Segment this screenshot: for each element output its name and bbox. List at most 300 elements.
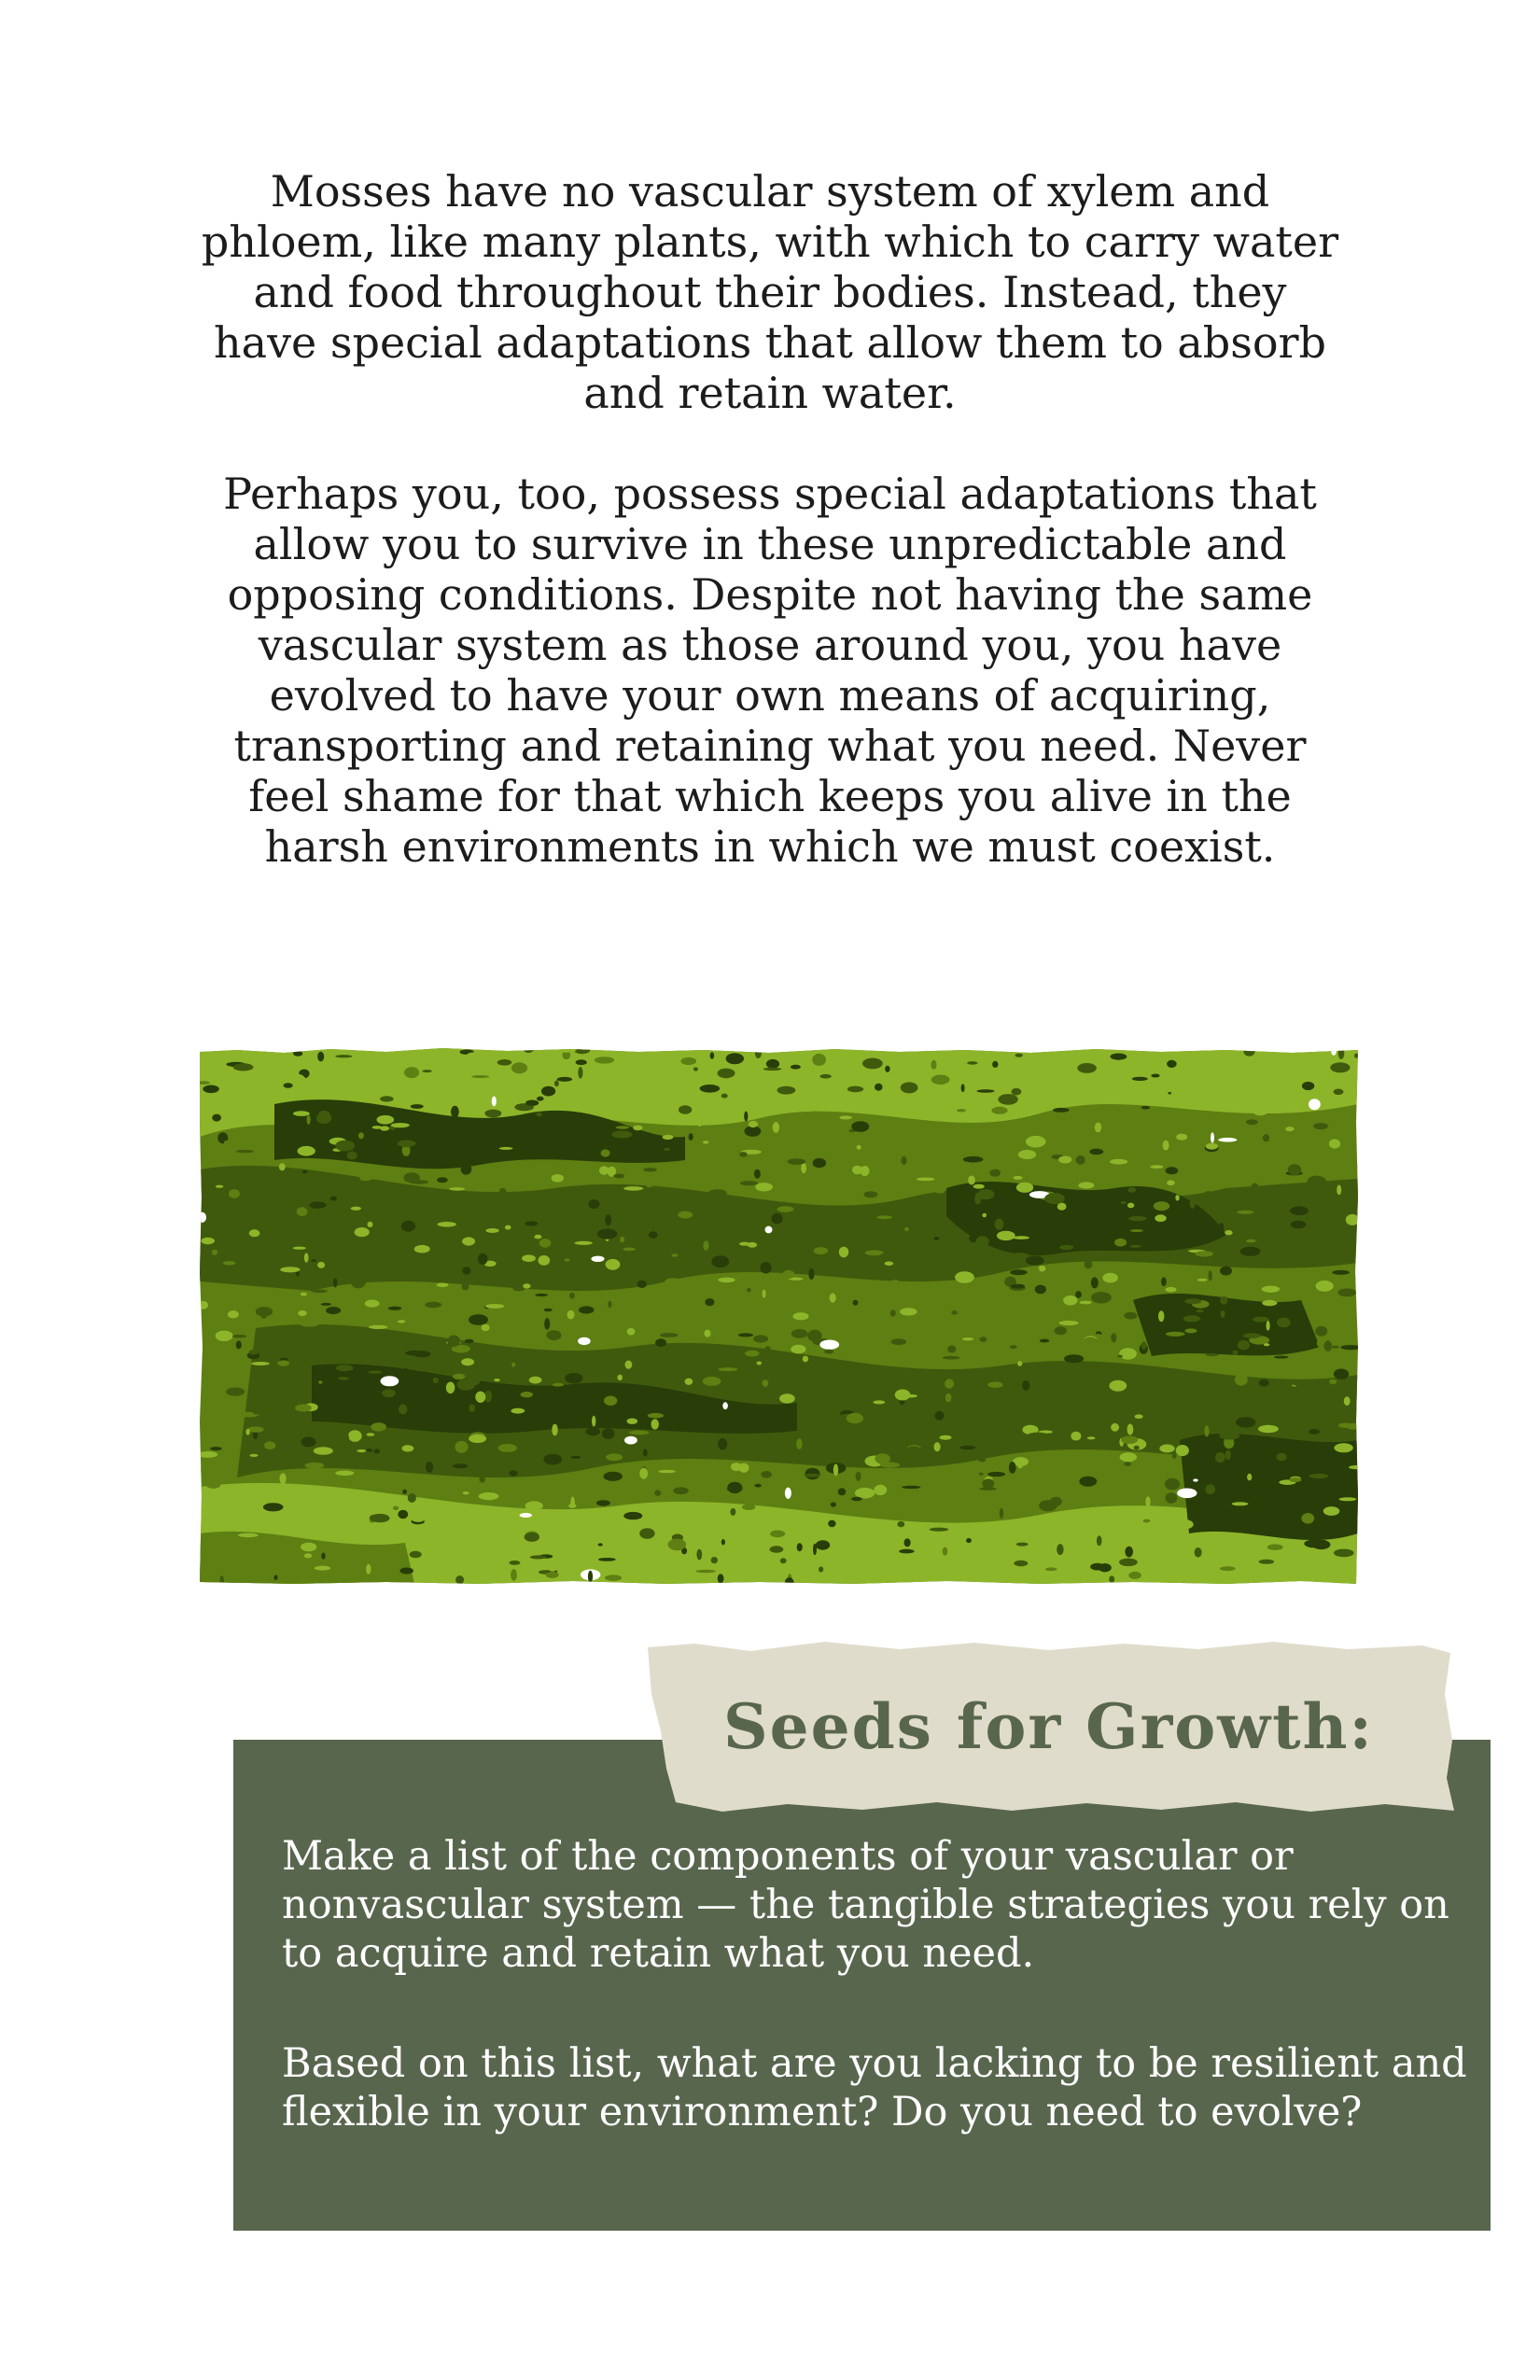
moss-speckle [679, 1105, 692, 1113]
moss-speckle [588, 1199, 599, 1209]
moss-speckle [1102, 1273, 1118, 1283]
moss-speckle [293, 1111, 310, 1116]
moss-speckle [663, 1135, 674, 1140]
moss-speckle [1045, 1567, 1057, 1571]
moss-speckle [277, 1360, 289, 1365]
moss-speckle [317, 1052, 324, 1062]
moss-speckle [753, 1335, 768, 1342]
moss-speckle [399, 1404, 407, 1414]
moss-speckle [401, 1221, 415, 1232]
moss-speckle [1239, 1490, 1259, 1497]
moss-speckle [625, 1361, 633, 1369]
moss-speckle [236, 1150, 254, 1153]
moss-speckle [547, 1330, 562, 1340]
moss-speckle [651, 1419, 659, 1429]
moss-speckle [848, 1214, 858, 1225]
moss-speckle [1127, 1187, 1136, 1193]
moss-speckle [1018, 1465, 1023, 1468]
moss-speckle [1120, 1201, 1127, 1204]
moss-speckle [232, 1335, 246, 1338]
moss-speckle [443, 1134, 462, 1144]
moss-speckle [596, 1500, 610, 1505]
moss-speckle [479, 1492, 499, 1500]
moss-speckle [336, 1440, 343, 1445]
moss-speckle [812, 1054, 826, 1066]
moss-speckle [471, 1075, 489, 1078]
moss-speckle [544, 1309, 553, 1312]
moss-speckle [978, 1458, 986, 1462]
moss-speckle [438, 1222, 456, 1227]
moss-speckle [494, 1379, 500, 1381]
moss-speckle [755, 1183, 773, 1191]
moss-speckle [728, 1081, 738, 1089]
moss-speckle [1287, 1094, 1296, 1098]
moss-speckle [1337, 1185, 1341, 1196]
moss-speckle [1057, 1398, 1070, 1403]
moss-speckle [779, 1393, 795, 1403]
moss-speckle [1307, 1176, 1326, 1188]
moss-speckle [335, 1141, 355, 1152]
moss-speckle [855, 1488, 875, 1499]
moss-speckle [649, 1231, 658, 1238]
moss-speckle [1293, 1383, 1311, 1387]
moss-speckle [754, 1484, 761, 1488]
moss-speckle [819, 1074, 831, 1079]
moss-speckle [1330, 1062, 1350, 1072]
moss-speckle [515, 1413, 535, 1424]
moss-speckle [1011, 1088, 1021, 1096]
moss-speckle [599, 1421, 604, 1426]
moss-speckle [757, 1362, 763, 1365]
moss-speckle [890, 1309, 896, 1316]
moss-speckle [427, 1195, 441, 1201]
moss-speckle [413, 1518, 424, 1522]
moss-speckle [763, 1379, 769, 1387]
moss-speckle [548, 1268, 554, 1278]
moss-speckle [1125, 1547, 1133, 1558]
moss-speckle [696, 1570, 716, 1573]
moss-speckle [551, 1446, 557, 1449]
moss-speckle [1267, 1544, 1283, 1550]
moss-speckle [1155, 1214, 1166, 1222]
moss-speckle [1203, 1191, 1213, 1198]
moss-speckle [1197, 1279, 1208, 1281]
moss-speckle [885, 1262, 894, 1267]
moss-speckle [841, 1349, 847, 1355]
moss-speckle [1011, 1284, 1025, 1289]
moss-speckle [1316, 1281, 1334, 1292]
moss-speckle [368, 1311, 376, 1316]
moss-speckle [206, 1211, 213, 1223]
moss-speckle [556, 1374, 561, 1382]
moss-speckle [1055, 1326, 1067, 1335]
moss-speckle [1204, 1425, 1209, 1436]
moss-speckle [837, 1058, 847, 1065]
moss-speckle [335, 1471, 354, 1477]
moss-speckle [1141, 1341, 1147, 1350]
moss-speckle [604, 1396, 617, 1407]
moss-speckle [710, 1052, 715, 1058]
moss-speckle [760, 1262, 771, 1273]
moss-speckle [1302, 1082, 1314, 1090]
moss-speckle [961, 1084, 965, 1092]
moss-speckle [391, 1123, 410, 1127]
moss-speckle [1013, 1236, 1029, 1239]
moss-speckle [1332, 1270, 1350, 1275]
moss-speckle [770, 1531, 785, 1538]
moss-speckle [987, 1472, 1005, 1477]
moss-speckle [1253, 1392, 1273, 1395]
moss-speckle [847, 1413, 863, 1423]
moss-speckle [293, 1247, 306, 1250]
moss-speckle [1009, 1462, 1016, 1474]
moss-speckle [976, 1236, 989, 1246]
moss-speckle [947, 1346, 956, 1353]
moss-speckle [951, 1310, 957, 1315]
moss-speckle [1120, 1452, 1137, 1462]
moss-speckle [973, 1184, 985, 1189]
intro-paragraph-2: Perhaps you, too, possess special adaptations that allow you to survive in these unpredictable and opposing conditions. Despite not having the same vascular system as those around you, you have evolved to have your own means of acquiring, transporting and retaining what you need. Never feel shame for that which keeps you alive in the harsh environments in which we must coexist. [223, 469, 1317, 872]
moss-speckle [236, 1340, 242, 1349]
moss-speckle [754, 1169, 761, 1179]
moss-speckle [576, 1059, 587, 1065]
moss-speckle [977, 1189, 994, 1199]
intro-paragraph-1: Mosses have no vascular system of xylem and phloem, like many plants, with which to carry water and food throughout their bodies. Instead, they have special adaptations that allow them to absorb and retain water. [201, 166, 1339, 418]
moss-speckle [1184, 1328, 1197, 1333]
moss-speckle [696, 1549, 702, 1561]
moss-speckle [1329, 1379, 1337, 1384]
moss-speckle [465, 1339, 474, 1344]
moss-speckle [543, 1454, 562, 1465]
moss-speckle [713, 1509, 722, 1515]
moss-speckle [1071, 1432, 1081, 1441]
moss-speckle [878, 1269, 884, 1280]
moss-speckle [639, 1468, 648, 1479]
moss-speckle [523, 1283, 530, 1288]
moss-speckle [803, 1356, 808, 1363]
moss-speckle [830, 1294, 836, 1303]
moss-speckle [1091, 1277, 1099, 1288]
moss-speckle [403, 1368, 408, 1374]
moss-speckle [1237, 1211, 1253, 1214]
moss-speckle [466, 1052, 483, 1060]
moss-speckle [708, 1189, 727, 1197]
moss-speckle [1114, 1239, 1127, 1247]
moss-speckle [537, 1113, 542, 1117]
moss-speckle [1304, 1540, 1323, 1548]
moss-speckle [238, 1533, 259, 1538]
moss-speckle [719, 1278, 735, 1283]
moss-speckle [905, 1447, 922, 1456]
growth-prompt-2: Based on this list, what are you lacking to be resilient and flexible in your environment? Do you need to evolve? [282, 2040, 1467, 2135]
moss-speckle [1166, 1492, 1178, 1504]
moss-speckle [718, 1574, 724, 1583]
moss-speckle [1121, 1435, 1138, 1444]
moss-speckle [608, 1301, 611, 1308]
moss-speckle [525, 1100, 539, 1106]
moss-speckle [791, 1345, 805, 1354]
moss-speckle [462, 1237, 475, 1245]
moss-speckle [302, 1170, 307, 1174]
moss-speckle [398, 1320, 405, 1323]
moss-speckle [486, 1228, 499, 1233]
moss-speckle [874, 1485, 887, 1495]
moss-speckle [1277, 1453, 1287, 1461]
moss-speckle [1064, 1354, 1084, 1363]
moss-speckle [857, 1365, 875, 1377]
moss-speckle [703, 1141, 709, 1143]
moss-speckle [760, 1177, 769, 1181]
moss-speckle [613, 1113, 617, 1118]
moss-speckle [857, 1145, 861, 1150]
moss-speckle [1099, 1131, 1111, 1137]
moss-speckle [885, 1066, 889, 1072]
moss-speckle [1068, 1571, 1080, 1581]
moss-speckle [317, 1262, 325, 1268]
moss-speckle [468, 1215, 473, 1219]
moss-speckle [497, 1059, 512, 1066]
moss-speckle [671, 1253, 678, 1256]
moss-speckle [744, 1112, 748, 1122]
moss-speckle [643, 1449, 648, 1457]
moss-speckle [979, 1337, 987, 1341]
moss-speckle [828, 1520, 835, 1528]
moss-speckle [864, 1191, 878, 1197]
moss-speckle [312, 1259, 316, 1262]
moss-speckle [598, 1558, 616, 1561]
moss-speckle [382, 1389, 396, 1397]
moss-speckle [791, 1065, 801, 1070]
moss-speckle [206, 1481, 220, 1489]
moss-speckle [571, 1456, 581, 1459]
moss-speckle [318, 1111, 330, 1119]
moss-speckle [1176, 1134, 1187, 1141]
moss-speckle [1259, 1379, 1269, 1387]
moss-speckle [624, 1436, 637, 1445]
moss-speckle [498, 1188, 507, 1199]
moss-speckle [1215, 1277, 1220, 1281]
moss-speckle [689, 1133, 693, 1141]
moss-speckle [599, 1166, 609, 1174]
moss-speckle [613, 1174, 624, 1179]
moss-speckle [885, 1406, 902, 1417]
moss-speckle [525, 1221, 538, 1225]
moss-speckle [253, 1505, 261, 1512]
moss-speckle [623, 1248, 635, 1252]
moss-speckle [693, 1067, 698, 1071]
moss-speckle [301, 1293, 307, 1296]
moss-speckle [374, 1449, 380, 1453]
moss-speckle [411, 1104, 424, 1109]
moss-speckle [1057, 1413, 1068, 1417]
moss-speckle [232, 1495, 239, 1505]
moss-speckle [366, 1564, 371, 1575]
moss-speckle [629, 1431, 650, 1435]
moss-speckle [765, 1226, 773, 1234]
moss-speckle [806, 1112, 825, 1120]
moss-speckle [968, 1491, 977, 1496]
moss-speckle [1184, 1298, 1201, 1304]
moss-speckle [1143, 1519, 1151, 1523]
moss-speckle [655, 1368, 662, 1376]
moss-speckle [1238, 1340, 1250, 1351]
moss-speckle [330, 1197, 337, 1201]
moss-speckle [777, 1381, 784, 1393]
moss-speckle [1220, 1267, 1232, 1276]
moss-speckle [839, 1247, 848, 1258]
moss-speckle [1211, 1132, 1214, 1142]
moss-speckle [1293, 1558, 1301, 1566]
moss-speckle [966, 1538, 972, 1543]
moss-speckle [1334, 1089, 1344, 1096]
moss-speckle [945, 1379, 954, 1388]
moss-speckle [591, 1317, 597, 1322]
moss-speckle [1181, 1229, 1200, 1240]
moss-speckle [304, 1553, 312, 1558]
moss-speckle [534, 1235, 541, 1239]
moss-speckle [586, 1428, 600, 1436]
moss-speckle [1195, 1251, 1212, 1256]
moss-speckle [704, 1330, 710, 1337]
moss-speckle [301, 1436, 316, 1447]
moss-speckle [529, 1377, 542, 1384]
moss-texture-svg [200, 1048, 1358, 1584]
moss-speckle [847, 1086, 863, 1093]
moss-speckle [522, 1254, 536, 1262]
moss-speckle [917, 1178, 935, 1182]
moss-speckle [588, 1571, 593, 1583]
moss-speckle [1267, 1321, 1270, 1331]
moss-speckle [475, 1392, 485, 1403]
moss-speckle [643, 1168, 657, 1171]
moss-speckle [321, 1303, 331, 1306]
moss-speckle [1240, 1247, 1261, 1256]
moss-speckle [1012, 1253, 1029, 1257]
moss-speckle [976, 1386, 984, 1393]
moss-speckle [1040, 1339, 1049, 1343]
moss-speckle [1053, 1108, 1070, 1113]
moss-speckle [908, 1503, 927, 1508]
moss-speckle [499, 1147, 513, 1150]
moss-speckle [1233, 1351, 1239, 1355]
moss-speckle [358, 1132, 364, 1139]
moss-speckle [990, 1424, 1010, 1428]
moss-speckle [1057, 1444, 1064, 1448]
moss-speckle [1176, 1445, 1189, 1456]
moss-speckle [880, 1463, 900, 1468]
moss-speckle [862, 1058, 883, 1070]
moss-speckle [943, 1356, 959, 1360]
moss-speckle [876, 1231, 890, 1235]
moss-speckle [368, 1532, 374, 1541]
moss-speckle [212, 1114, 221, 1122]
moss-speckle [934, 1442, 941, 1451]
moss-speckle [1190, 1197, 1196, 1209]
moss-speckle [535, 1129, 541, 1135]
moss-speckle [853, 1300, 859, 1306]
moss-speckle [511, 1408, 525, 1414]
moss-speckle [403, 1172, 420, 1183]
moss-speckle [747, 1288, 750, 1293]
moss-speckle [1014, 1561, 1028, 1566]
moss-speckle [455, 1441, 468, 1453]
moss-speckle [469, 1404, 475, 1412]
moss-speckle [1128, 1216, 1146, 1221]
moss-speckle [931, 1060, 937, 1070]
moss-speckle [1323, 1506, 1340, 1516]
moss-speckle [680, 1057, 696, 1065]
moss-speckle [224, 1140, 237, 1145]
moss-speckle [553, 1383, 564, 1387]
moss-speckle [1010, 1345, 1017, 1349]
moss-speckle [748, 1242, 757, 1248]
moss-speckle [1129, 1245, 1141, 1248]
moss-speckle [935, 1411, 945, 1421]
moss-speckle [770, 1546, 784, 1553]
moss-speckle [525, 1533, 539, 1542]
moss-speckle [876, 1215, 892, 1219]
moss-speckle [1183, 1315, 1200, 1322]
moss-speckle [212, 1250, 218, 1255]
moss-speckle [1057, 1544, 1063, 1555]
moss-speckle [851, 1121, 869, 1132]
moss-speckle [1262, 1286, 1281, 1293]
moss-speckle [1076, 1395, 1082, 1400]
moss-speckle [1177, 1489, 1197, 1499]
moss-speckle [620, 1237, 624, 1243]
moss-speckle [977, 1089, 995, 1093]
moss-speckle [469, 1435, 486, 1443]
moss-speckle [521, 1392, 533, 1397]
moss-speckle [393, 1506, 399, 1511]
moss-speckle [1111, 1423, 1119, 1432]
moss-speckle [359, 1176, 371, 1182]
moss-speckle [595, 1057, 614, 1063]
moss-speckle [755, 1048, 762, 1058]
moss-speckle [875, 1084, 883, 1091]
moss-speckle [526, 1128, 534, 1132]
moss-speckle [487, 1463, 496, 1471]
moss-speckle [1099, 1563, 1112, 1572]
moss-speckle [1195, 1412, 1205, 1424]
moss-speckle [1018, 1150, 1036, 1159]
moss-speckle [426, 1462, 433, 1473]
moss-speckle [227, 1167, 245, 1169]
moss-speckle [903, 1394, 917, 1398]
moss-speckle [367, 1433, 375, 1436]
moss-speckle [950, 1418, 959, 1421]
moss-speckle [1329, 1139, 1340, 1148]
moss-speckle [511, 1569, 517, 1581]
moss-speckle [951, 1176, 962, 1183]
moss-speckle [1160, 1087, 1179, 1092]
moss-speckle [1270, 1060, 1288, 1072]
moss-speckle [279, 1163, 286, 1170]
moss-speckle [273, 1575, 277, 1580]
moss-speckle [1083, 1337, 1099, 1347]
moss-speckle [982, 1419, 987, 1429]
moss-speckle [901, 1082, 918, 1093]
moss-speckle [404, 1503, 420, 1507]
moss-speckle [739, 1152, 748, 1157]
moss-speckle [1220, 1566, 1236, 1571]
moss-speckle [366, 1449, 372, 1452]
moss-speckle [711, 1255, 729, 1267]
moss-speckle [934, 1237, 940, 1240]
moss-speckle [627, 1328, 636, 1336]
moss-speckle [1133, 1462, 1154, 1467]
moss-speckle [1334, 1549, 1354, 1558]
